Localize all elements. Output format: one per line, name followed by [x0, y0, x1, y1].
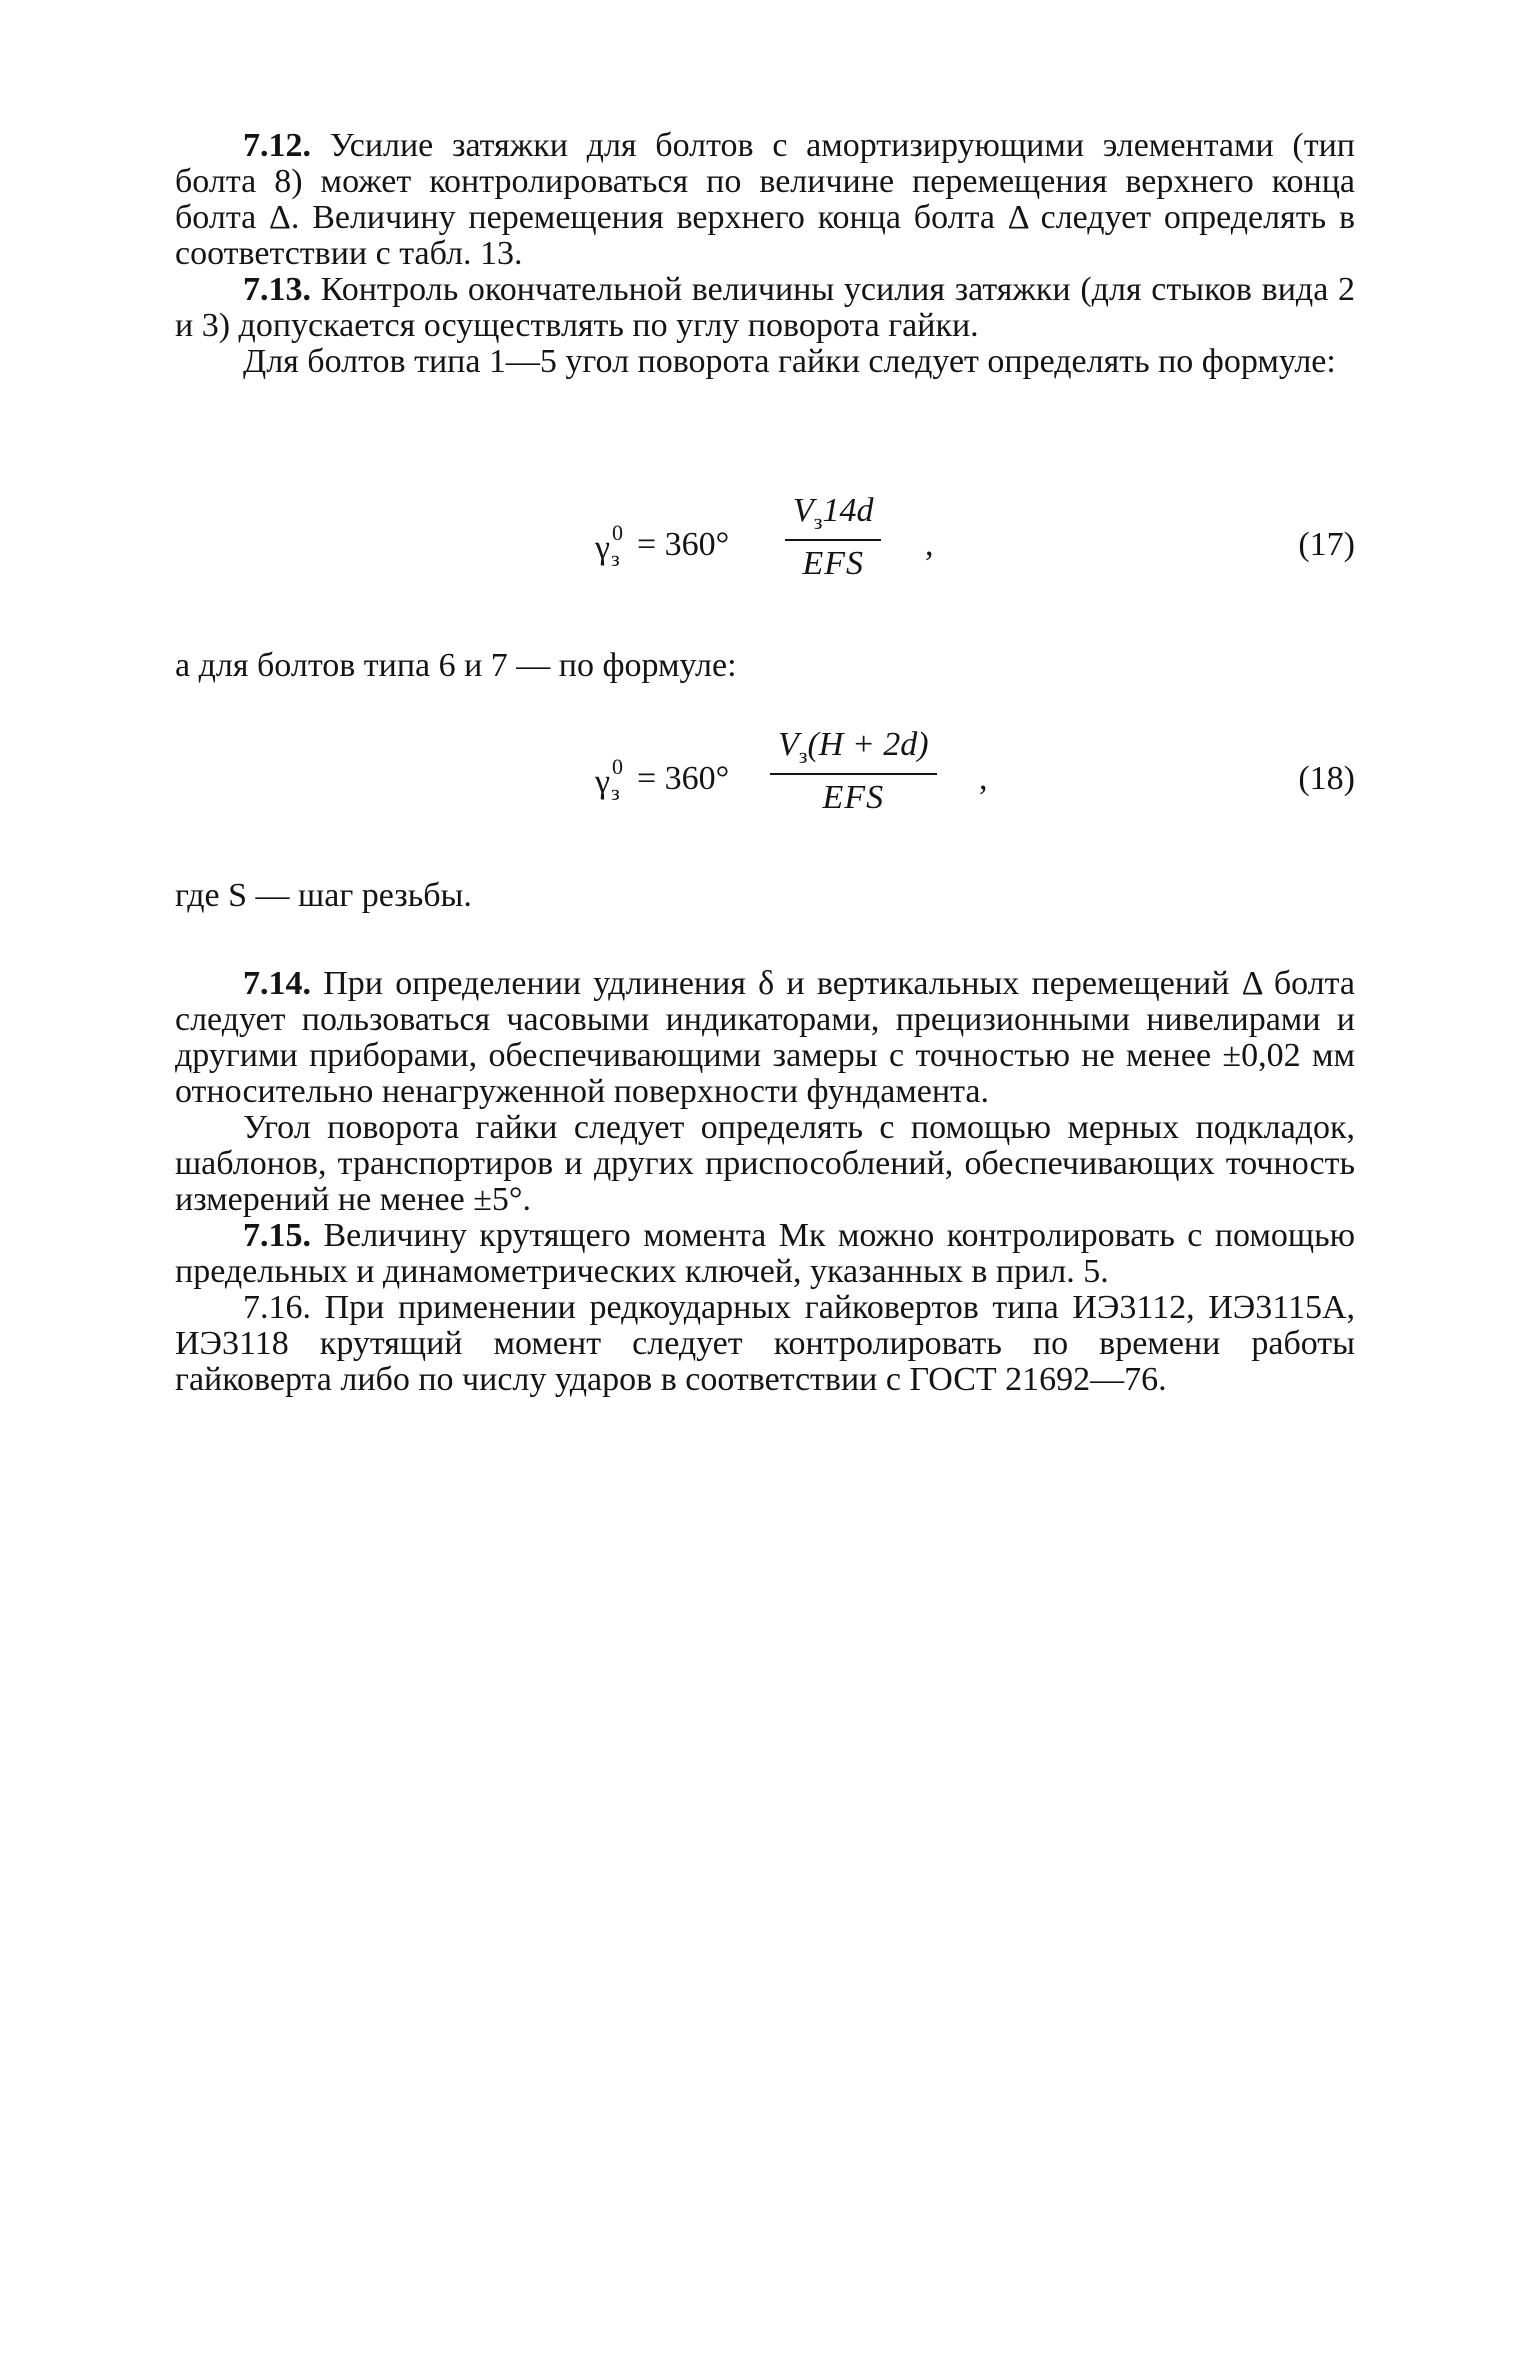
formula-18 [175, 726, 1355, 836]
formula-number: (18) [1298, 760, 1355, 797]
paragraph-text: Величину крутящего момента Mк можно контролировать с помощью предельных и динамометрических ключей, указанных в прил. 5. [175, 1217, 1355, 1290]
paragraph-where: где S — шаг резьбы. [175, 877, 472, 914]
paragraph-text: При применении редкоударных гайковертов типа ИЭ3112, ИЭ3115А, ИЭ3118 крутящий момент следует контролировать по времени работы гайковерта либо по числу ударов в соответствии с ГОСТ 21692—76. [175, 1289, 1355, 1398]
fraction-numerator: $V_з(H + 2d)$ [778, 726, 929, 768]
fraction-denominator: EFS [802, 544, 865, 582]
paragraph-text: При определении удлинения δ и вертикальных перемещений Δ болта следует пользоваться часовыми индикаторами, прецизионными нивелирами и другими приборами, обеспечивающими замеры с точностью не менее ±0,02 мм относительно ненагруженной поверхности фундамента. [175, 965, 1355, 1110]
paragraph-7-14 [175, 966, 1355, 1110]
clause-number: 7.15. [243, 1217, 311, 1254]
text-block-mid [175, 648, 1355, 684]
paragraph-angle: Угол поворота гайки следует определять с помощью мерных подкладок, шаблонов, транспортиров и других приспособлений, обеспечивающих точность измерений не менее ±5°. [175, 1109, 1355, 1218]
paragraph-bolts-1-5: Для болтов типа 1—5 угол поворота гайки следует определять по формуле: [243, 343, 1336, 380]
paragraph-7-12 [175, 128, 1355, 272]
clause-number: 7.13. [243, 271, 311, 308]
clause-number: 7.16. [243, 1289, 311, 1326]
formula-comma: , [925, 526, 934, 563]
fraction-bar [785, 539, 881, 541]
formula-17 [175, 492, 1355, 602]
fraction-bar [770, 773, 937, 775]
fraction-numerator: $V_з14d$ [793, 492, 874, 534]
formula-comma: , [979, 760, 988, 797]
clause-number: 7.14. [243, 965, 311, 1002]
paragraph-text: Усилие затяжки для болтов с амортизирующими элементами (тип болта 8) может контролироваться по величине перемещения верхнего конца болта Δ. Величину перемещения верхнего конца болта Δ следует определять в соответствии с табл. 13. [175, 127, 1355, 272]
paragraph-7-15 [175, 1218, 1355, 1290]
formula-lhs: $\gamma^0_з$ [595, 520, 624, 572]
formula-fraction [785, 492, 881, 583]
paragraph-7-16 [175, 1290, 1355, 1398]
formula-equals: = 360° [637, 526, 730, 563]
fraction-denominator: EFS [822, 778, 885, 816]
paragraph-text: Контроль окончательной величины усилия затяжки (для стыков вида 2 и 3) допускается осуществлять по углу поворота гайки. [175, 271, 1355, 344]
text-block-bottom [175, 878, 1355, 1398]
formula-lhs: $\gamma^0_з$ [595, 754, 624, 806]
formula-equals: = 360° [637, 760, 730, 797]
clause-number: 7.12. [243, 127, 311, 164]
formula-number: (17) [1298, 526, 1355, 563]
text-block-top [175, 128, 1355, 380]
paragraph-7-13 [175, 272, 1355, 344]
paragraph-bolts-6-7: а для болтов типа 6 и 7 — по формуле: [175, 647, 737, 684]
formula-fraction [770, 726, 937, 817]
